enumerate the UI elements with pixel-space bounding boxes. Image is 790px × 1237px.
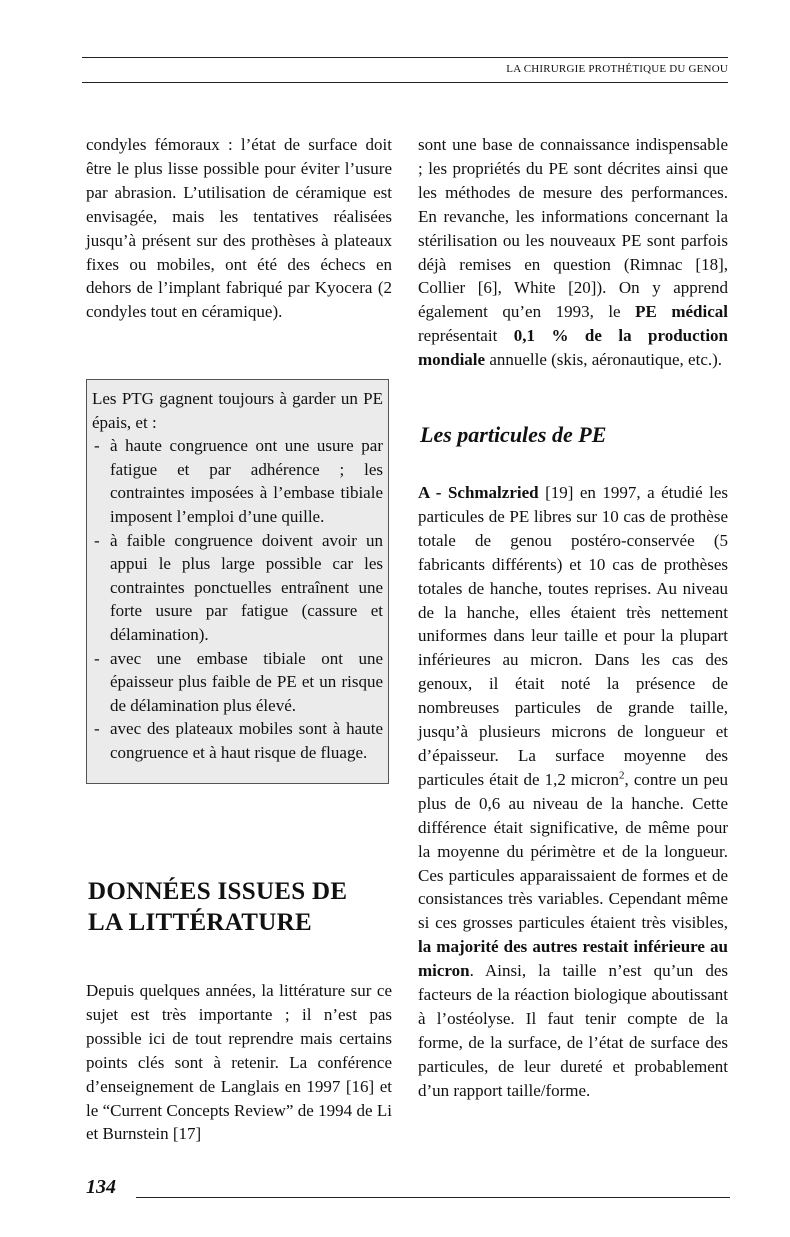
knowledge-bold-production: 0,1 % de la production mondiale bbox=[418, 326, 728, 370]
subsection-heading: Les particules de PE bbox=[420, 422, 607, 447]
knowledge-bold-pe: PE médical bbox=[635, 302, 728, 322]
right-column-top bbox=[418, 133, 728, 372]
section-heading bbox=[88, 876, 408, 938]
summary-box bbox=[86, 379, 389, 784]
summary-box-item: - avec des plateaux mobiles sont à haute congruence et à haut risque de fluage. bbox=[92, 717, 383, 764]
running-title: LA CHIRURGIE PROTHÉTIQUE DU GENOU bbox=[506, 63, 728, 75]
page-number: 134 bbox=[86, 1176, 116, 1198]
particles-bold-majority: la majorité des autres restait inférieure au micron bbox=[418, 937, 728, 981]
summary-box-intro: Les PTG gagnent toujours à garder un PE épais, et : bbox=[92, 389, 383, 432]
summary-box-list bbox=[92, 434, 383, 764]
particles-text-3: . Ainsi, la taille n’est qu’un des facteurs de la réaction biologique aboutissant à l’ostéolyse. Il faut tenir compte de la forme, de la surface, de l’état de surface des particules, de leur dureté et probablement d’un rapport taille/forme. bbox=[418, 961, 728, 1100]
section-heading-line1: DONNÉES ISSUES DE bbox=[88, 878, 348, 905]
particles-paragraph bbox=[418, 481, 728, 1103]
particles-lead-author: A - Schmalzried bbox=[418, 483, 539, 502]
left-intro-column bbox=[86, 133, 392, 324]
left-literature-column bbox=[86, 979, 392, 1146]
intro-paragraph: condyles fémoraux : l’état de surface doit être le plus lisse possible pour éviter l’usure par abrasion. L’utilisation de céramique est envisagée, mais les tentatives réalisées jusqu’à présent sur des prothèses à plateaux fixes ou mobiles, ont été des échecs en dehors de l’implant fabriqué par Kyocera (2 condyles tout en céramique). bbox=[86, 135, 392, 322]
superscript-exponent: 2 bbox=[619, 769, 625, 782]
footer-rule bbox=[136, 1197, 730, 1198]
knowledge-text-end: annuelle (skis, aéronautique, etc.). bbox=[485, 350, 723, 370]
header-rule-bottom bbox=[82, 82, 728, 83]
particles-text-2: , contre un peu plus de 0,6 au niveau de la hanche. Cette différence était significative, de même pour la moyenne du périmètre et de la longueur. Ces particules apparaissaient de formes et de consistances très variables. Cependant même si ces grosses particules étaient très visibles, bbox=[418, 769, 728, 933]
right-column-particles bbox=[418, 481, 728, 1103]
summary-box-item: - à haute congruence ont une usure par fatigue et par adhérence ; les contraintes imposées à l’embase tibiale imposent l’emploi d’une quille. bbox=[92, 434, 383, 528]
knowledge-paragraph bbox=[418, 133, 728, 372]
knowledge-text-mid: représentait bbox=[418, 326, 514, 346]
summary-box-item: - avec une embase tibiale ont une épaisseur plus faible de PE et un risque de délamination plus élevé. bbox=[92, 647, 383, 718]
section-heading-line2: LA LITTÉRATURE bbox=[88, 909, 312, 936]
summary-box-item: - à faible congruence doivent avoir un appui le plus large possible car les contraintes ponctuelles entraînent une forte usure par fatigue (cassure et délamination). bbox=[92, 529, 383, 647]
header-rule-top bbox=[82, 57, 728, 58]
literature-paragraph: Depuis quelques années, la littérature sur ce sujet est très importante ; il n’est pas possible ici de tout reprendre mais certains points clés sont à retenir. La conférence d’enseignement de Langlais en 1997 [16] et le “Current Concepts Review” de 1994 de Li et Burnstein [17] bbox=[86, 981, 392, 1144]
knowledge-text-start: sont une base de connaissance indispensable ; les propriétés du PE sont décrites ainsi que les méthodes de mesure des performances. En revanche, les informations concernant la stérilisation ou les nouveaux PE sont parfois déjà remises en question (Rimnac [18], Collier [6], White [20]). On y apprend également qu’en 1993, le bbox=[418, 135, 728, 322]
particles-text-1: [19] en 1997, a étudié les particules de PE libres sur 10 cas de prothèse totale de genou postéro-conservée (5 fabricants différents) et 10 cas de prothèses totales de hanche, toutes reprises. Au niveau de la hanche, elles étaient très nettement uniformes dans leur taille et pour la plupart inférieures au micron. Dans les cas des genoux, il était noté la présence de nombreuses particules de grande taille, jusqu’à plusieurs microns de longueur et d’épaisseur. La surface moyenne des particules était de 1,2 micron bbox=[418, 483, 728, 789]
